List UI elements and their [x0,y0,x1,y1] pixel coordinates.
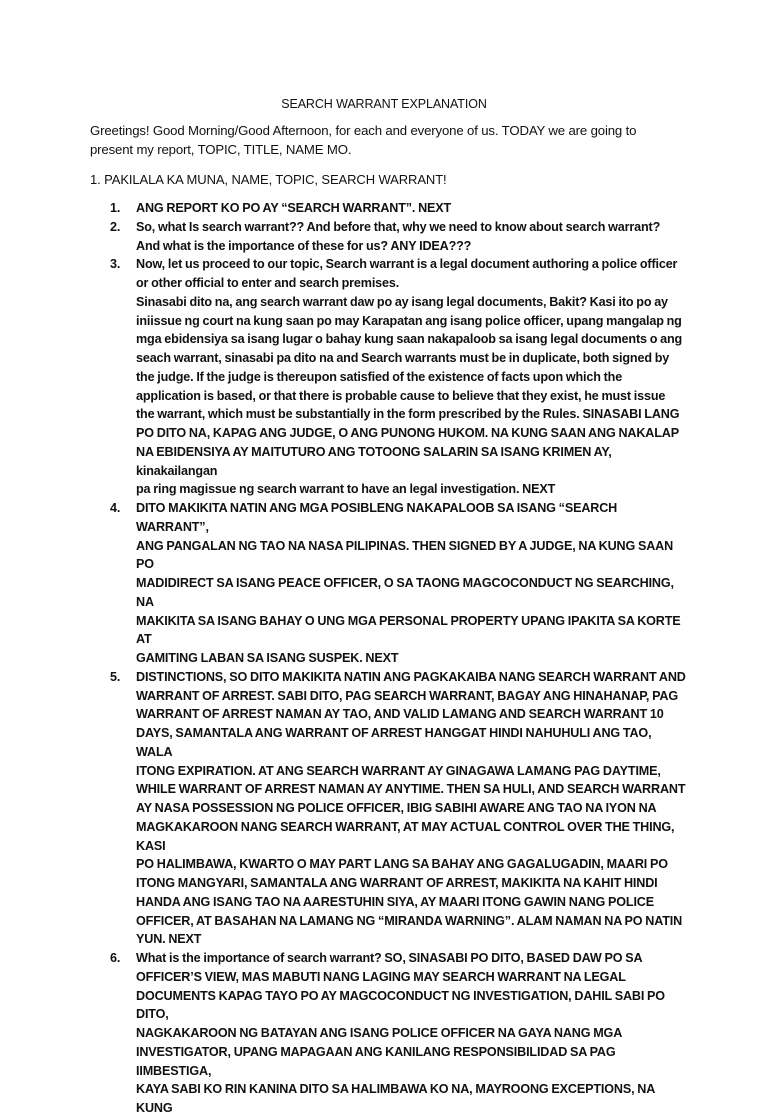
list-item-text: Now, let us proceed to our topic, Search warrant is a legal document authoring a police officer or other official to enter and search premises. Sinasabi dito na, ang search warrant daw po ay isang legal documents, Bakit? Kasi ito po ay iniissue ng court na kung saan po may Karapatan ang isang police officer, upang mangalap ng mga ebidensiya sa isang lugar o bahay kung saan nakapaloob sa isang legal documents o ang seach warrant, sinasabi pa dito na and Search warrants must be in duplicate, both signed by the judge. If the judge is thereupon satisfied of the existence of facts upon which the application is based, or that there is probable cause to believe that they exist, he must issue the warrant, which must be substantially in the form prescribed by the Rules. SINASABI LANG PO DITO NA, KAPAG ANG JUDGE, O ANG PUNONG HUKOM. NA KUNG SAAN ANG NAKALAP NA EBIDENSIYA AY MAITUTURO ANG TOTOONG SALARIN SA ISANG KRIMEN AY, kinakailangan pa ring magissue ng search warrant to have an legal investigation. NEXT [136,257,683,497]
list-item-text: So, what Is search warrant?? And before that, why we need to know about search warrant? And what is the importance of these for us? ANY IDEA??? [136,219,661,253]
list-item [90,499,690,668]
list-item-number: 3. [110,257,121,272]
list-item-text: DISTINCTIONS, SO DITO MAKIKITA NATIN ANG PAGKAKAIBA NANG SEARCH WARRANT AND WARRANT OF ARREST. SABI DITO, PAG SEARCH WARRANT, BAGAY ANG HINAHANAP, PAG WARRANT OF ARREST NAMAN AY TAO, AND VALID LAMANG AND SEARCH WARRANT 10 DAYS, SAMANTALA ANG WARRANT OF ARREST HANGGAT HINDI NAHUHULI ANG TAO, WALA ITONG EXPIRATION. AT ANG SEARCH WARRANT AY GINAGAWA LAMANG PAG DAYTIME, WHILE WARRANT OF ARREST NAMAN AY ANYTIME. THEN SA HULI, AND SEARCH WARRANT AY NASA POSSESSION NG POLICE OFFICER, IBIG SABIHI AWARE ANG TAO NA IYON NA MAGKAKAROON NANG SEARCH WARRANT, AT MAY ACTUAL CONTROL OVER THE THING, KASI PO HALIMBAWA, KWARTO O MAY PART LANG SA BAHAY ANG GAGALUGADIN, MAARI PO ITONG MANGYARI, SAMANTALA ANG WARRANT OF ARREST, MAKIKITA NA KAHIT HINDI HANDA ANG ISANG TAO NA AARESTUHIN SIYA, AY MAARI ITONG GAWIN NANG POLICE OFFICER, AT BASAHAN NA LAMANG NG “MIRANDA WARNING”. ALAM NAMAN NA PO NATIN YUN. NEXT [136,669,686,947]
document-title: SEARCH WARRANT EXPLANATION [281,97,487,111]
list-item-number: 2. [110,219,121,234]
list-item-text: DITO MAKIKITA NATIN ANG MGA POSIBLENG NAKAPALOOB SA ISANG “SEARCH WARRANT”, ANG PANGALAN NG TAO NA NASA PILIPINAS. THEN SIGNED BY A JUDGE, NA KUNG SAAN PO MADIDIRECT SA ISANG PEACE OFFICER, O SA TAONG MAGCOCONDUCT NG SEARCHING, NA MAKIKITA SA ISANG BAHAY O UNG MGA PERSONAL PROPERTY UPANG IPAKITA SA KORTE AT GAMITING LABAN SA ISANG SUSPEK. NEXT [136,501,681,665]
list-item-number: 5. [110,669,121,684]
report-outline-list [90,199,690,1118]
list-item [90,218,690,256]
list-item [90,668,690,949]
list-item [90,199,690,218]
list-item-text: ANG REPORT KO PO AY “SEARCH WARRANT”. NEXT [136,201,452,215]
list-item-number: 4. [110,501,121,515]
list-item-number: 6. [110,951,121,965]
intro-line: 1. PAKILALA KA MUNA, NAME, TOPIC, SEARCH WARRANT! [90,172,447,187]
list-item [90,949,690,1118]
list-item-number: 1. [110,201,121,215]
list-item-text: What is the importance of search warrant? SO, SINASABI PO DITO, BASED DAW PO SA OFFICER’S VIEW, MAS MABUTI NANG LAGING MAY SEARCH WARRANT NA LEGAL DOCUMENTS KAPAG TAYO PO AY MAGCOCONDUCT NG INVESTIGATION, DAHIL SABI PO DITO, NAGKAKAROON NG BATAYAN ANG ISANG POLICE OFFICER NA GAYA NANG MGA INVESTIGATOR, UPANG MAPAGAAN ANG KANILANG RESPONSIBILIDAD SA PAG IIMBESTIGA, KAYA SABI KO RIN KANINA DITO SA HALIMBAWA KO NA, MAYROONG EXCEPTIONS, NA KUNG [136,951,665,1115]
greeting-paragraph: Greetings! Good Morning/Good Afternoon, for each and everyone of us. TODAY we are going to present my report, TOPIC, TITLE, NAME MO. [90,123,637,157]
list-item [90,255,690,499]
